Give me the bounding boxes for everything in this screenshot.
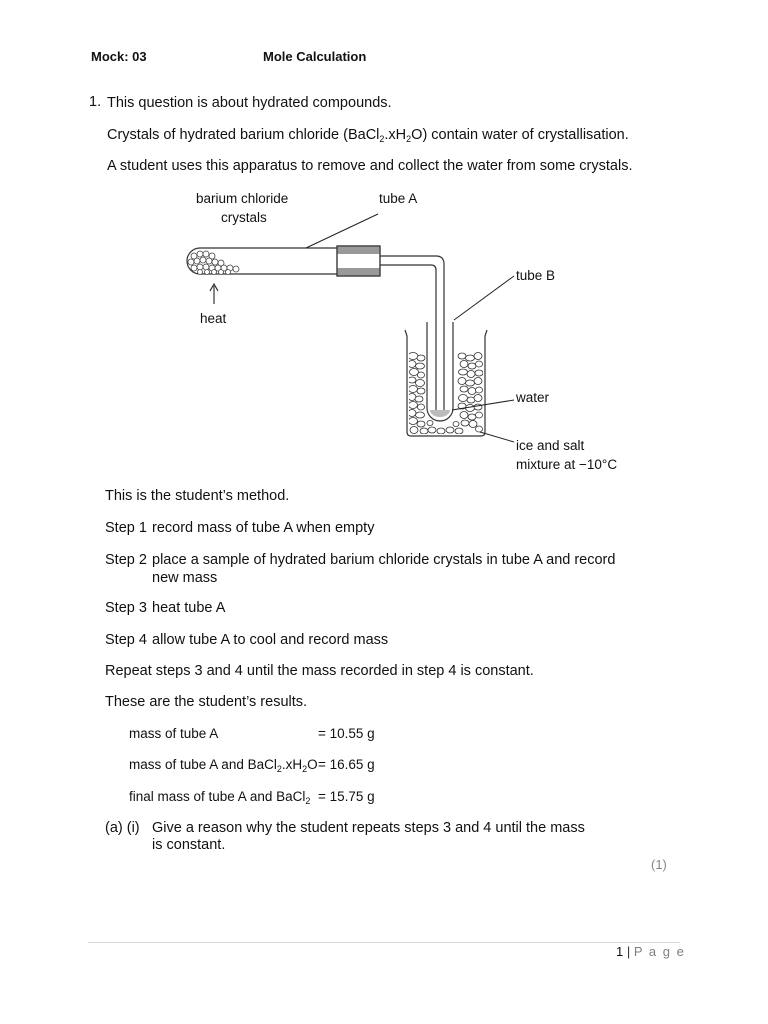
part-a-question: Give a reason why the student repeats steps 3 and 4 until the mass <box>152 820 585 836</box>
method-intro: This is the student’s method. <box>105 488 290 504</box>
step-label: Step 2 <box>105 552 147 568</box>
page-separator: | <box>626 944 631 959</box>
repeat-instruction: Repeat steps 3 and 4 until the mass recorded in step 4 is constant. <box>105 663 534 679</box>
label-water: water <box>516 390 550 405</box>
question-number: 1. <box>89 94 102 110</box>
label-heat: heat <box>200 311 227 326</box>
step-text: place a sample of hydrated barium chloride crystals in tube A and record <box>152 552 616 568</box>
mock-number: Mock: 03 <box>91 49 147 64</box>
result-value: = 15.75 g <box>318 789 375 804</box>
result-value: = 10.55 g <box>318 726 375 741</box>
question-intro: This question is about hydrated compounds. <box>107 95 392 111</box>
topic-title: Mole Calculation <box>263 49 367 64</box>
page-number: 1 <box>616 944 624 959</box>
step-text: heat tube A <box>152 600 226 616</box>
marks-badge: (1) <box>651 857 667 872</box>
step-label: Step 1 <box>105 520 147 536</box>
part-a-label: (a) (i) <box>105 820 140 836</box>
label-crystals-line2: crystals <box>221 210 267 225</box>
label-crystals-line1: barium chloride <box>196 191 289 206</box>
water-in-tube-b <box>430 410 450 417</box>
result-label: final mass of tube A and BaCl$_2$ <box>129 789 311 806</box>
label-tube-b: tube B <box>516 268 556 283</box>
page-footer <box>616 944 685 959</box>
heat-arrow-icon <box>210 284 218 304</box>
footer-divider <box>88 942 680 943</box>
step-label: Step 4 <box>105 632 147 648</box>
part-a-question-continued: is constant. <box>152 837 226 853</box>
result-value: = 16.65 g <box>318 757 375 772</box>
tube-b <box>427 322 453 421</box>
question-apparatus-text: A student uses this apparatus to remove and collect the water from some crystals. <box>107 158 633 174</box>
step-label: Step 3 <box>105 600 147 616</box>
step-text-continued: new mass <box>152 570 218 586</box>
label-ice-line2: mixture at −10°C <box>516 457 618 472</box>
result-label: mass of tube A <box>129 726 219 741</box>
result-label: mass of tube A and $BaCl_2.xH_2O$ <box>129 757 318 774</box>
results-intro: These are the student’s results. <box>105 694 308 710</box>
label-tube-a: tube A <box>379 191 418 206</box>
step-text: record mass of tube A when empty <box>152 520 375 536</box>
step-text: allow tube A to cool and record mass <box>152 632 389 648</box>
page-word: P a g e <box>633 944 686 959</box>
question-crystals-text: Crystals of hydrated barium chloride $(BaCl_2.xH_2O)$ contain water of crystallisation. <box>107 127 629 144</box>
label-ice-line1: ice and salt <box>516 438 585 453</box>
